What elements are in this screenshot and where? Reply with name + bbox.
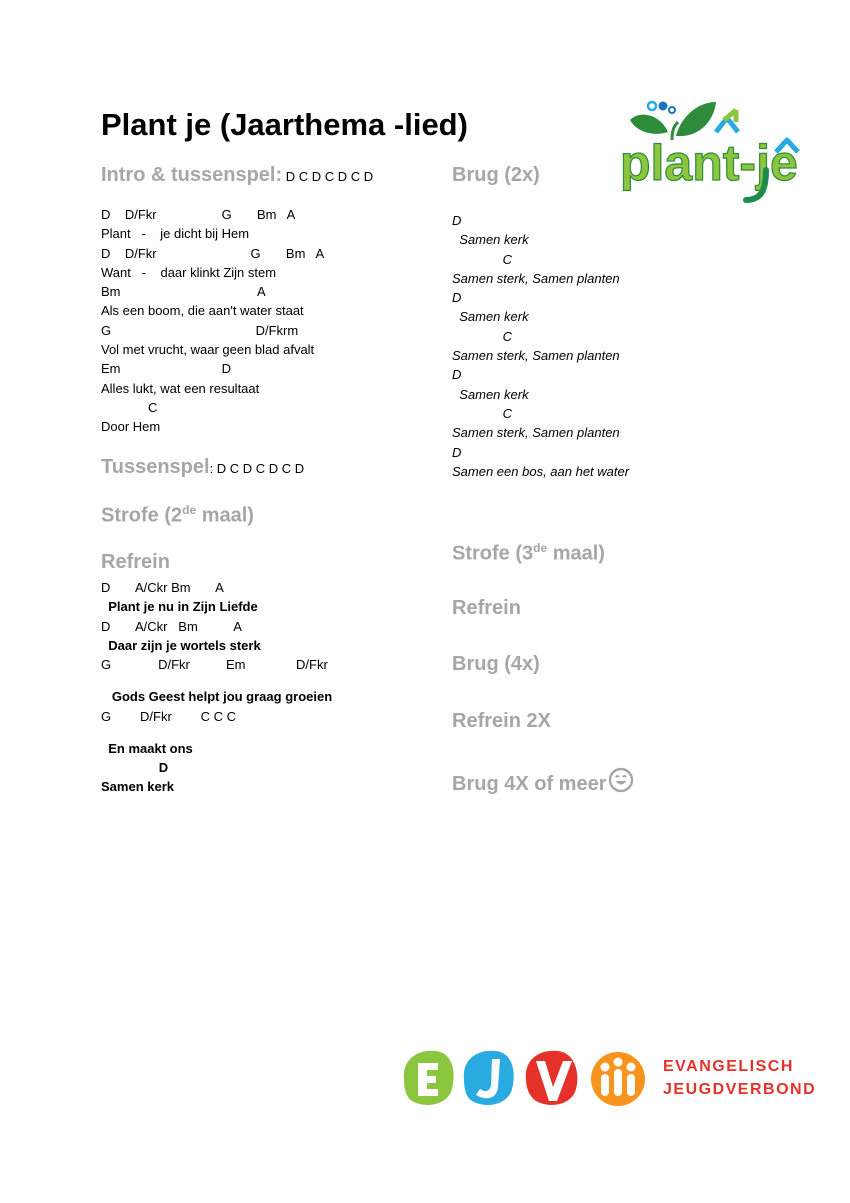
tussenspel-chords: : D C D C D C D [209,461,305,476]
refrein-heading: Refrein [101,551,170,573]
ejv-line-1: EVANGELISCH [663,1058,794,1075]
refrein-line: Gods Geest helpt jou graag groeien [101,689,333,704]
intro-heading [101,164,373,187]
strofe-3-label-end: maal) [547,542,605,565]
verse-line: Want - daar klinkt Zijn stem [101,264,277,280]
refrein-line: D [101,760,169,775]
brug-line: Samen een bos, aan het water [452,463,630,479]
verse-line: Alles lukt, wat een resultaat [101,380,260,396]
refrein-line: Samen kerk [101,779,174,794]
refrein-line: En maakt ons [101,741,193,756]
brug-line: C [452,405,512,421]
refrein-line: G D/Fkr Em D/Fkr [101,657,328,672]
brug-line: D [452,213,462,228]
refrein-line: D A/Ckr Bm A [101,580,224,595]
strofe-3-label: Strofe (3 [452,542,534,565]
refrein-2x-heading: Refrein 2X [452,710,551,732]
verse-line: G D/Fkrm [101,322,299,338]
verse-line: Plant - je dicht bij Hem [101,226,250,242]
brug-4x-heading: Brug (4x) [452,653,540,675]
refrein-line: D A/Ckr Bm A [101,619,242,634]
refrein-right-heading: Refrein [452,597,521,619]
brug-line: D [452,290,462,306]
verse-line: Door Hem [101,419,161,435]
brug-2x-heading: Brug (2x) [452,164,540,186]
smiley-icon [608,767,634,793]
tussenspel-heading-label: Tussenspel [101,456,210,478]
svg-text:plant-je: plant-je [620,135,798,191]
brug-line: D [452,444,462,460]
strofe-2-label-end: maal) [196,504,254,527]
refrein-line: G D/Fkr C C C [101,709,237,724]
page-title: Plant je (Jaarthema -lied) [101,107,468,142]
brug-line: Samen kerk [452,232,529,248]
strofe-2-heading [101,503,254,528]
brug-line: C [452,328,512,344]
brug-line: Samen kerk [452,386,529,402]
brug-block [452,211,629,481]
strofe-3-sup: de [533,541,548,555]
brug-4x-meer-label: Brug 4X of meer [452,773,607,795]
intro-chords: D C D C D C D [282,169,374,184]
brug-line: Samen sterk, Samen planten [452,348,620,364]
verse-line: D D/Fkr G Bm A [101,207,296,222]
brug-line: Samen sterk, Samen planten [452,425,620,441]
strofe-3-heading [452,541,605,566]
verse-block [101,205,324,437]
plant-je-logo [616,96,824,208]
strofe-2-sup: de [182,503,197,517]
refrein-line: Daar zijn je wortels sterk [101,638,261,653]
ejv-logo-icon [400,1049,658,1109]
refrein-line: Plant je nu in Zijn Liefde [101,599,258,614]
ejv-logo [400,1049,830,1109]
strofe-2-label: Strofe (2 [101,504,183,527]
verse-line: Bm A [101,284,266,300]
ejv-line-2: JEUGDVERBOND [663,1081,817,1098]
brug-4x-meer-heading [452,767,634,796]
verse-line: Em D [101,361,232,377]
brug-line: D [452,367,462,383]
brug-line: C [452,251,512,267]
brug-line: Samen sterk, Samen planten [452,270,620,286]
brug-line: Samen kerk [452,309,529,325]
verse-line: Als een boom, die aan't water staat [101,303,304,319]
tussenspel-heading [101,456,304,479]
verse-line: Vol met vrucht, waar geen blad afvalt [101,342,315,358]
verse-line: D D/Fkr G Bm A [101,245,325,261]
intro-heading-label: Intro & tussenspel: [101,164,283,186]
verse-line: C [101,399,158,415]
